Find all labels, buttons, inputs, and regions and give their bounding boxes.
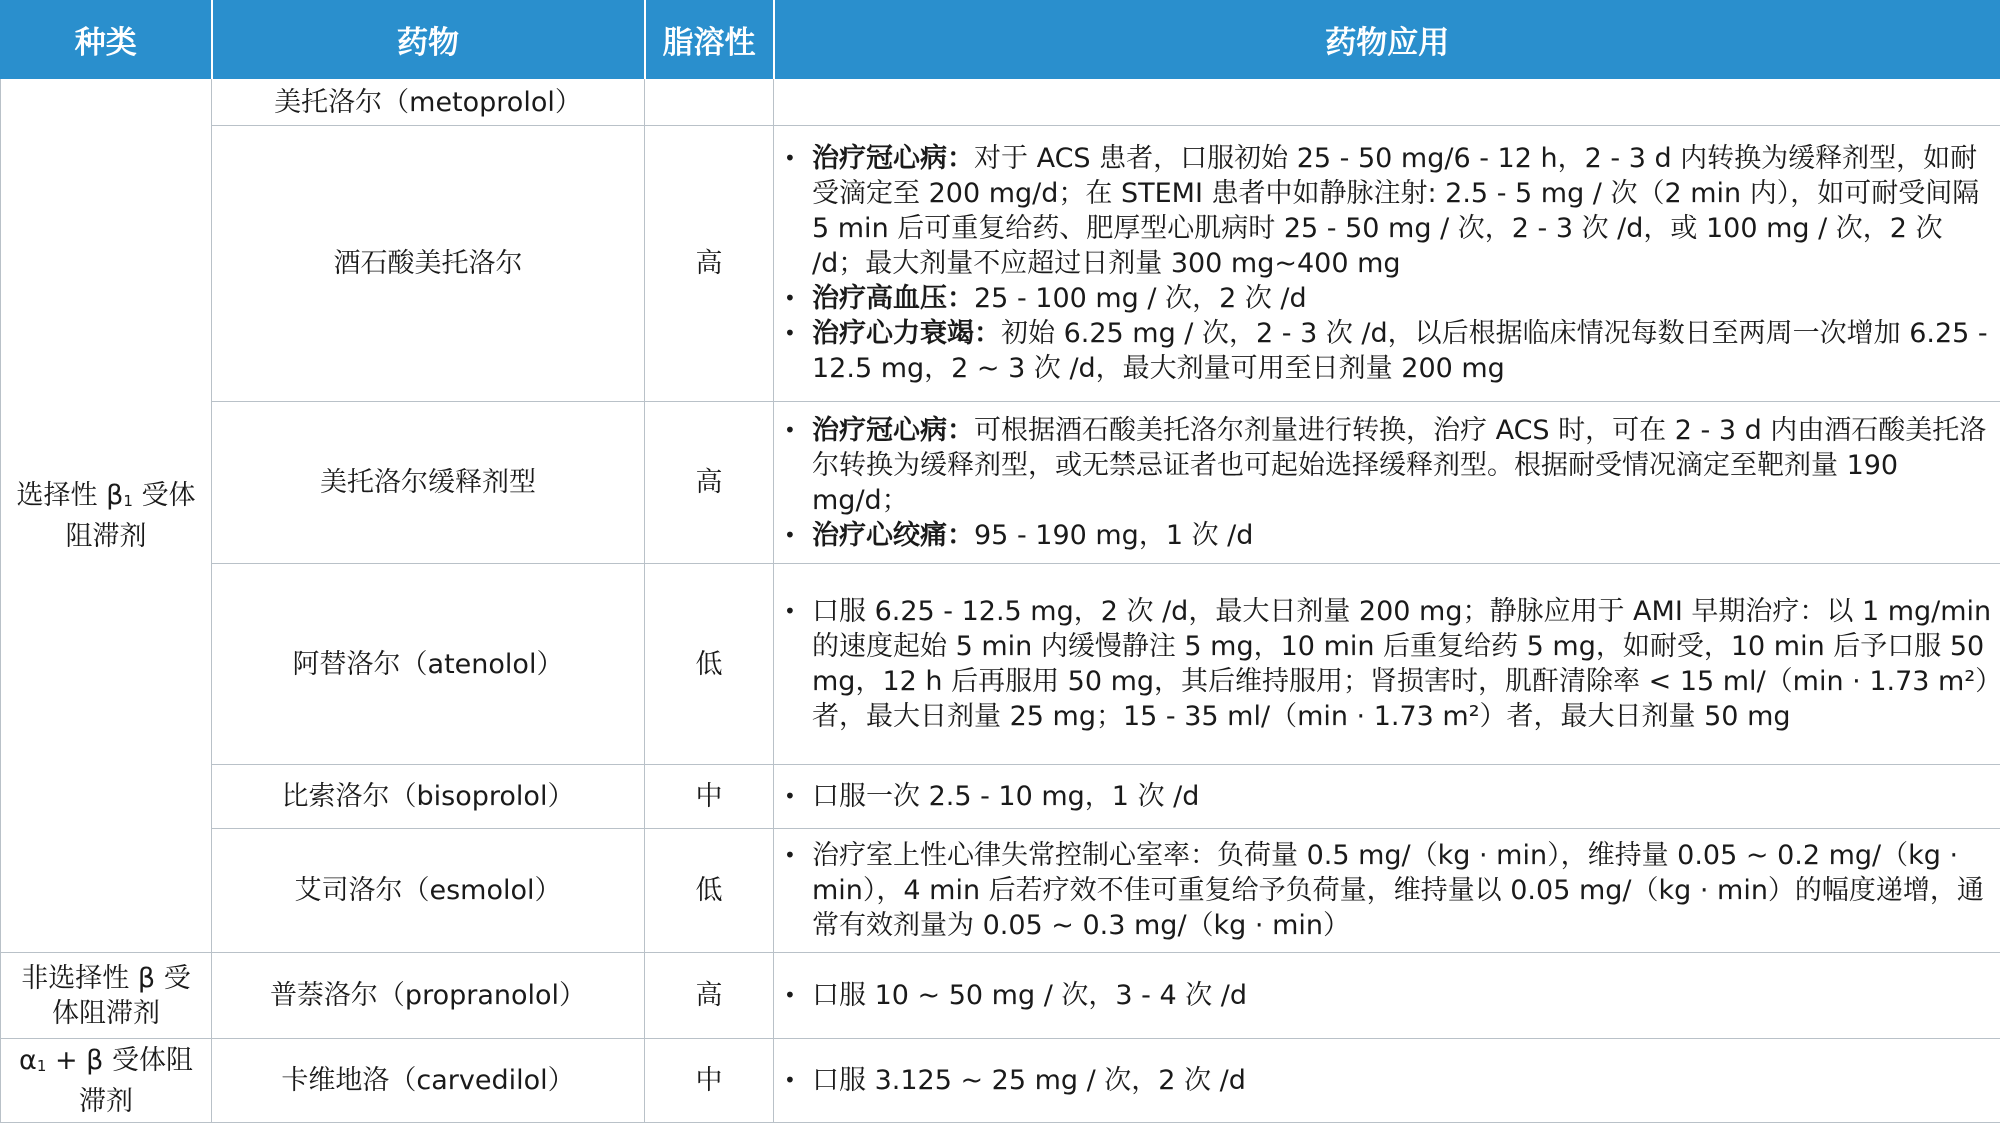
table-row (1, 126, 2000, 402)
application-cell (774, 1039, 2000, 1123)
table-row (1, 953, 2000, 1039)
indication-label: 治疗高血压： (812, 283, 974, 314)
table-row (1, 79, 2000, 126)
bullet-icon: • (784, 146, 796, 170)
solubility-value: 高 (645, 126, 774, 402)
bullet-item (784, 316, 1994, 386)
bullet-icon: • (784, 599, 796, 623)
indication-label: 治疗心绞痛： (812, 519, 974, 551)
category-alpha1-beta: α1 + β 受体阻滞剂 (1, 1039, 212, 1123)
bullet-icon: • (784, 1068, 796, 1092)
bullet-icon: • (784, 784, 796, 808)
solubility-value: 中 (645, 765, 774, 829)
drug-name: 比索洛尔（bisoprolol） (212, 765, 645, 829)
bullet-item (784, 1063, 1994, 1098)
category-nonselective-beta: 非选择性 β 受体阻滞剂 (1, 953, 212, 1039)
table-row (1, 564, 2000, 765)
bullet-item (784, 779, 1994, 814)
bullet-item (784, 281, 1994, 316)
application-cell (774, 79, 2000, 126)
category-selective-beta1: 选择性 β1 受体阻滞剂 (1, 79, 212, 953)
application-cell (774, 765, 2000, 829)
indication-label: 治疗心力衰竭： (812, 318, 1001, 349)
solubility-value (645, 79, 774, 126)
drug-name: 美托洛尔（metoprolol） (212, 79, 645, 126)
drug-name: 普萘洛尔（propranolol） (212, 953, 645, 1039)
table-row (1, 1039, 2000, 1123)
table-row (1, 402, 2000, 564)
application-cell (774, 126, 2000, 402)
bullet-icon: • (784, 983, 796, 1007)
bullet-icon: • (784, 321, 796, 345)
drug-name: 酒石酸美托洛尔 (212, 126, 645, 402)
header-solubility: 脂溶性 (645, 1, 774, 79)
bullet-item (784, 413, 1994, 518)
dosage-text: 治疗室上性心律失常控制心室率：负荷量 0.5 mg/（kg · min），维持量 0.05 ~ 0.2 mg/（kg · min），4 min 后若疗效不佳可重复给予负荷量，维持量以 0.05 mg/（kg · min）的幅度递增，通常有效剂量为 0.05 ~ 0.3 mg/（kg · min） (812, 840, 1984, 941)
application-cell (774, 564, 2000, 765)
drug-name: 艾司洛尔（esmolol） (212, 829, 645, 953)
header-application: 药物应用 (774, 1, 2000, 79)
dosage-text: 95 - 190 mg，1 次 /d (974, 519, 1254, 551)
solubility-value: 高 (645, 953, 774, 1039)
header-row (1, 1, 2000, 79)
application-cell (774, 829, 2000, 953)
dosage-text: 对于 ACS 患者，口服初始 25 - 50 mg/6 - 12 h，2 - 3 d 内转换为缓释剂型，如耐受滴定至 200 mg/d；在 STEMI 患者中如静脉注射: 2.5 - 5 mg / 次（2 min 内），如可耐受间隔 5 min 后可重复给药、肥厚型心肌病时 25 - 50 mg / 次，2 - 3 次 /d，或 100 mg / 次，2 次 /d；最大剂量不应超过日剂量 300 mg~400 mg (812, 143, 1980, 279)
drug-name: 阿替洛尔（atenolol） (212, 564, 645, 765)
dosage-text: 口服一次 2.5 - 10 mg，1 次 /d (812, 781, 1200, 812)
solubility-value: 低 (645, 829, 774, 953)
dosage-text: 口服 10 ~ 50 mg / 次，3 - 4 次 /d (812, 980, 1248, 1011)
bullet-item (784, 518, 1994, 553)
dosage-text: 初始 6.25 mg / 次，2 - 3 次 /d，以后根据临床情况每数日至两周一次增加 6.25 - 12.5 mg，2 ~ 3 次 /d，最大剂量可用至日剂量 200 mg (812, 318, 1988, 384)
bullet-icon: • (784, 286, 796, 310)
application-cell (774, 402, 2000, 564)
dosage-text: 25 - 100 mg / 次，2 次 /d (974, 283, 1307, 314)
solubility-value: 低 (645, 564, 774, 765)
header-drug: 药物 (212, 1, 645, 79)
bullet-icon: • (784, 417, 796, 442)
dosage-text: 口服 3.125 ~ 25 mg / 次，2 次 /d (812, 1065, 1246, 1096)
bullet-item (784, 594, 1994, 734)
indication-label: 治疗冠心病： (812, 414, 974, 446)
drug-name: 美托洛尔缓释剂型 (212, 402, 645, 564)
table-row (1, 765, 2000, 829)
drug-name: 卡维地洛（carvedilol） (212, 1039, 645, 1123)
table-row (1, 829, 2000, 953)
dosage-text: 口服 6.25 - 12.5 mg，2 次 /d，最大日剂量 200 mg；静脉应用于 AMI 早期治疗：以 1 mg/min 的速度起始 5 min 内缓慢静注 5 mg，10 min 后重复给药 5 mg，如耐受，10 min 后予口服 50 mg，12 h 后再服用 50 mg，其后维持服用；肾损害时，肌酐清除率 < 15 ml/（min · 1.73 m²）者，最大日剂量 25 mg；15 - 35 ml/（min · 1.73 m²）者，最大日剂量 50 mg (812, 596, 1992, 732)
bullet-item (784, 838, 1994, 943)
solubility-value: 中 (645, 1039, 774, 1123)
dosage-text: 可根据酒石酸美托洛尔剂量进行转换，治疗 ACS 时，可在 2 - 3 d 内由酒石酸美托洛尔转换为缓释剂型，或无禁忌证者也可起始选择缓释剂型。根据耐受情况滴定至靶剂量 190 mg/d； (812, 414, 1987, 516)
bullet-icon: • (784, 522, 796, 547)
solubility-value: 高 (645, 402, 774, 564)
bullet-icon: • (784, 843, 796, 867)
indication-label: 治疗冠心病： (812, 143, 974, 174)
application-cell (774, 953, 2000, 1039)
bullet-item (784, 141, 1994, 281)
bullet-item (784, 978, 1994, 1013)
header-category: 种类 (1, 1, 212, 79)
